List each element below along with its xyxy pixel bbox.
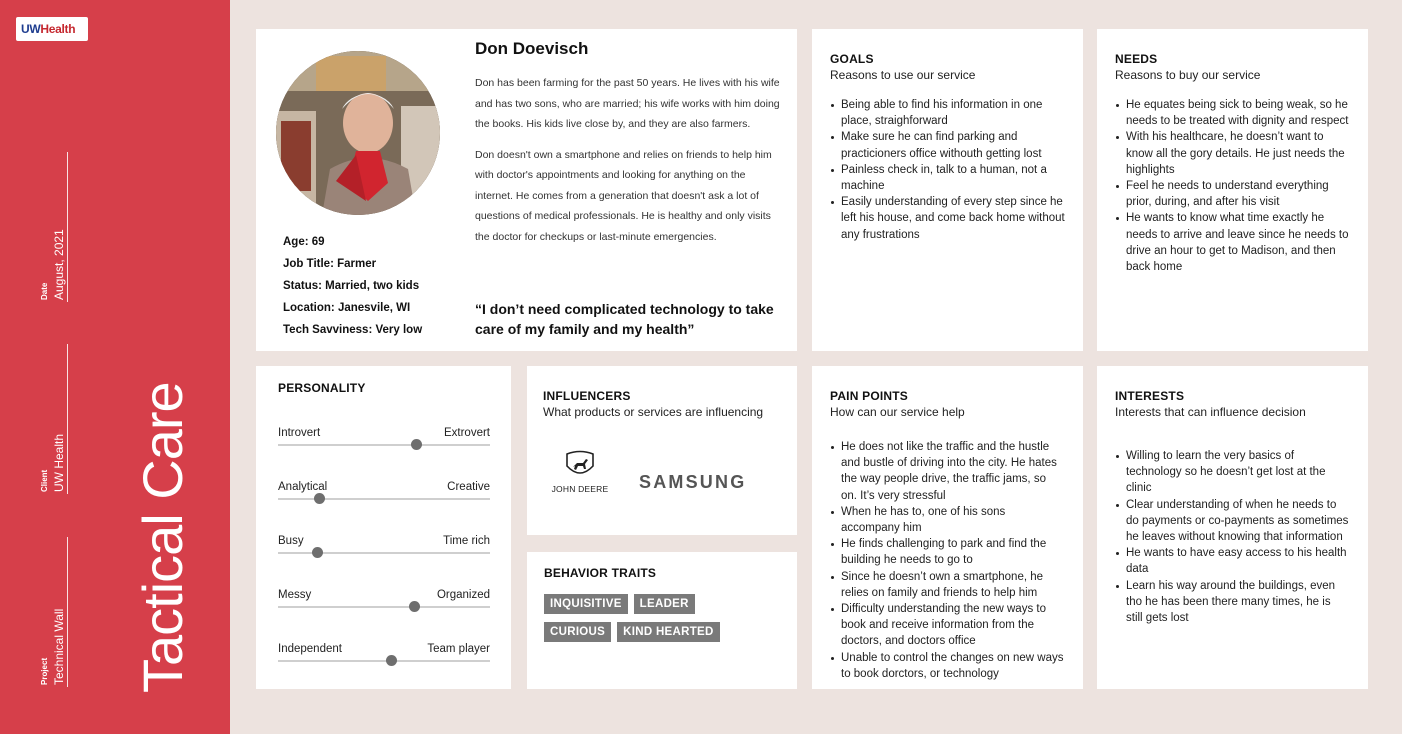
- scale-knob[interactable]: [411, 439, 422, 450]
- goals-card: [812, 29, 1083, 351]
- list-item: He equates being sick to being weak, so he needs to be treated with dignity and respect: [1115, 97, 1350, 129]
- pain-points-subtitle: How can our service help: [830, 405, 965, 419]
- divider: [67, 344, 68, 494]
- influencers-card: [527, 366, 797, 535]
- list-item: Clear understanding of when he needs to do payments or co-payments as sometimes he leaves without knowing that information: [1115, 497, 1350, 546]
- scale-right-label: Organized: [436, 589, 490, 601]
- bio-paragraph: Don has been farming for the past 50 years. He lives with his wife and has two sons, who are married; his wife works with him doing the books. His kids live close by, and they are also farmers.: [475, 77, 780, 130]
- trait-tags: [544, 594, 781, 650]
- fact-tech: Tech Savviness: Very low: [283, 324, 423, 336]
- list-item: When he has to, one of his sons accompany him: [830, 504, 1065, 536]
- scale-track: [278, 606, 490, 608]
- pain-points-card: [812, 366, 1083, 689]
- list-item: Unable to control the changes on new ways to book dorctors, or technology: [830, 650, 1065, 682]
- needs-list: [1115, 97, 1350, 275]
- list-item: Since he doesn’t own a smartphone, he relies on family and friends to help him: [830, 569, 1065, 601]
- client-label: Client: [40, 469, 49, 492]
- persona-photo: [276, 51, 440, 215]
- interests-subtitle: Interests that can influence decision: [1115, 405, 1306, 419]
- sidebar: [0, 0, 230, 734]
- list-item: Easily understanding of every step since he left his house, and come back home without any frustrations: [830, 194, 1065, 243]
- trait-tag: LEADER: [634, 594, 695, 614]
- scale-track: [278, 498, 490, 500]
- scale-track: [278, 552, 490, 554]
- john-deere-logo: [547, 450, 613, 494]
- scale-right-label: Team player: [427, 643, 490, 655]
- persona-name: Don Doevisch: [475, 39, 589, 58]
- persona-quote: “I don’t need complicated technology to take care of my family and my health”: [475, 301, 774, 337]
- client-value: UW Health: [52, 433, 66, 492]
- list-item: He does not like the traffic and the hustle and bustle of driving into the city. He hates the way people drive, the traffic jams, so on. It’s very stressful: [830, 439, 1065, 504]
- date-label: Date: [40, 282, 49, 300]
- uw-health-logo[interactable]: UWHealth: [16, 17, 88, 41]
- list-item: Make sure he can find parking and practicioners office withouth getting lost: [830, 129, 1065, 161]
- scale-knob[interactable]: [314, 493, 325, 504]
- list-item: Painless check in, talk to a human, not a machine: [830, 162, 1065, 194]
- scale-right-label: Time rich: [443, 535, 490, 547]
- fact-status: Status: Married, two kids: [283, 280, 420, 292]
- personality-title: PERSONALITY: [278, 381, 366, 395]
- scale-right-label: Extrovert: [443, 427, 490, 439]
- personality-scale: [278, 427, 490, 446]
- goals-list: [830, 97, 1065, 243]
- persona-facts: [283, 231, 422, 341]
- scale-left-label: Independent: [278, 643, 342, 655]
- scale-left-label: Busy: [278, 535, 304, 547]
- list-item: Willing to learn the very basics of technology so he doesn’t get lost at the clinic: [1115, 448, 1350, 497]
- project-label: Project: [40, 657, 49, 685]
- divider: [67, 152, 68, 302]
- divider: [67, 537, 68, 687]
- scale-knob[interactable]: [409, 601, 420, 612]
- scale-knob[interactable]: [386, 655, 397, 666]
- personality-scale: [278, 643, 490, 662]
- pain-points-list: [830, 439, 1065, 682]
- list-item: Learn his way around the buildings, even tho he has been there many times, he is still gets lost: [1115, 578, 1350, 627]
- scale-track: [278, 444, 490, 446]
- fact-location: Location: Janesvile, WI: [283, 302, 411, 314]
- list-item: Difficulty understanding the new ways to book and receive information from the doctors, and doctors office: [830, 601, 1065, 650]
- trait-tag: INQUISITIVE: [544, 594, 628, 614]
- list-item: Being able to find his information in one place, straighforward: [830, 97, 1065, 129]
- persona-bio: [475, 73, 780, 257]
- scale-track: [278, 660, 490, 662]
- trait-tag: CURIOUS: [544, 622, 611, 642]
- trait-tag: KIND HEARTED: [617, 622, 720, 642]
- client-field: [40, 434, 66, 492]
- scale-right-label: Creative: [447, 481, 490, 493]
- list-item: Feel he needs to understand everything prior, during, and after his visit: [1115, 178, 1350, 210]
- goals-title: GOALS: [830, 52, 874, 66]
- john-deere-wordmark: JOHN DEERE: [551, 484, 609, 494]
- personality-scale: [278, 481, 490, 500]
- date-value: August, 2021: [52, 229, 66, 300]
- pain-points-title: PAIN POINTS: [830, 389, 908, 403]
- bio-paragraph: Don doesn't own a smartphone and relies on friends to help him with doctor's appointments and looking for anything on the internet. He comes from a generation that doesn't ask a lot of questions of medical professionals. He is healthy and only visits the doctor for checkups or last-minute emergencies.: [475, 148, 772, 243]
- project-value: Technical Wall: [52, 608, 66, 685]
- needs-title: NEEDS: [1115, 52, 1158, 66]
- interests-list: [1115, 448, 1350, 626]
- interests-title: INTERESTS: [1115, 389, 1185, 403]
- deer-icon: [563, 450, 597, 478]
- interests-card: [1097, 366, 1368, 689]
- scale-knob[interactable]: [312, 547, 323, 558]
- personality-scale: [278, 589, 490, 608]
- list-item: He finds challenging to park and find the building he needs to go to: [830, 536, 1065, 568]
- date-field: [40, 229, 66, 300]
- personality-card: [256, 366, 511, 689]
- page-title: Tactical Care: [131, 382, 194, 693]
- personality-scale: [278, 535, 490, 554]
- scale-left-label: Introvert: [278, 427, 321, 439]
- fact-age: Age: 69: [283, 236, 325, 248]
- behavior-title: BEHAVIOR TRAITS: [544, 566, 657, 580]
- list-item: With his healthcare, he doesn’t want to know all the gory details. He just needs the highlights: [1115, 129, 1350, 178]
- needs-subtitle: Reasons to buy our service: [1115, 68, 1261, 82]
- list-item: He wants to know what time exactly he needs to arrive and leave since he needs to drive an hour to get to Madison, and then back home: [1115, 210, 1350, 275]
- profile-card: [256, 29, 797, 351]
- fact-job: Job Title: Farmer: [283, 258, 377, 270]
- influencers-title: INFLUENCERS: [543, 389, 631, 403]
- goals-subtitle: Reasons to use our service: [830, 68, 976, 82]
- scale-left-label: Messy: [278, 589, 312, 601]
- samsung-logo: SAMSUNG: [639, 472, 747, 492]
- list-item: He wants to have easy access to his health data: [1115, 545, 1350, 577]
- behavior-card: [527, 552, 797, 689]
- scale-left-label: Analytical: [278, 481, 328, 493]
- project-field: [40, 609, 66, 685]
- influencers-subtitle: What products or services are influencing: [543, 405, 764, 419]
- needs-card: [1097, 29, 1368, 351]
